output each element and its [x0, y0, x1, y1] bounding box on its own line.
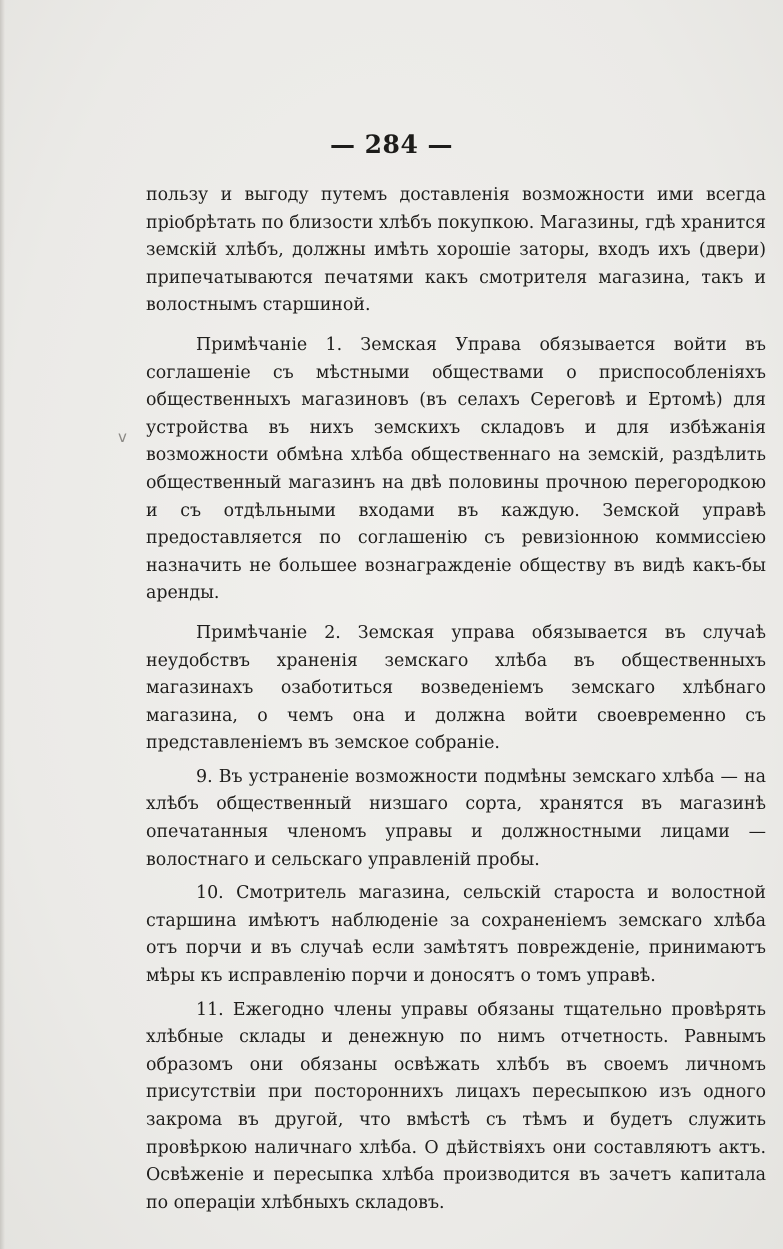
- page-edge-shadow: [0, 0, 5, 1249]
- paragraph-clause-10: 10. Смотритель магазина, сельскій староста и волостной старшина имѣютъ наблюденіе за сохраненіемъ земскаго хлѣба отъ порчи и въ случаѣ если замѣтятъ поврежденіе, принимаютъ мѣры къ исправленію порчи и доносятъ о томъ управѣ.: [146, 883, 766, 987]
- paragraph-clause-9: 9. Въ устраненіе возможности подмѣны земскаго хлѣба — на хлѣбъ общественный низшаго сорта, хранятся въ магазинѣ опечатанныя членомъ управы и должностными лицами — волостнаго и сельскаго управленій пробы.: [146, 766, 766, 870]
- paragraph-continuation: пользу и выгоду путемъ доставленія возможности ими всегда пріобрѣтать по близости хлѣбъ покупкою. Магазины, гдѣ хранится земскій хлѣбъ, должны имѣть хорошіе заторы, входъ ихъ (двери) припечатываются печатями какъ смотрителя магазина, такъ и волостнымъ старшиной.: [146, 185, 766, 316]
- page-body-text: [146, 182, 766, 1217]
- paragraph-clause-11: 11. Ежегодно члены управы обязаны тщательно провѣрять хлѣбные склады и денежную по нимъ отчетность. Равнымъ образомъ они обязаны освѣжать хлѣбъ въ своемъ личномъ присутствіи при постороннихъ лицахъ пересыпкою изъ одного закрома въ другой, что вмѣстѣ съ тѣмъ и будетъ служить провѣркою наличнаго хлѣба. О дѣйствіяхъ они составляютъ актъ. Освѣженіе и пересыпка хлѣба производится въ зачетъ капитала по операціи хлѣбныхъ складовъ.: [146, 999, 766, 1213]
- page-number: — 284 —: [329, 130, 454, 159]
- margin-pencil-mark: v: [118, 428, 127, 446]
- paragraph-note-2: Примѣчаніе 2. Земская управа обязывается въ случаѣ неудобствъ храненія земскаго хлѣба въ общественныхъ магазинахъ озаботиться возведеніемъ земскаго хлѣбнаго магазина, о чемъ она и должна войти своевременно съ представленіемъ въ земское собраніе.: [146, 622, 766, 754]
- paragraph-note-1: Примѣчаніе 1. Земская Управа обязывается войти въ соглашеніе съ мѣстными обществами о приспособленіяхъ общественныхъ магазиновъ (въ селахъ Сереговѣ и Ертомѣ) для устройства въ нихъ земскихъ складовъ и для избѣжанія возможности обмѣна хлѣба общественнаго на земскій, раздѣлить общественный магазинъ на двѣ половины прочною перегородкою и съ отдѣльными входами въ каждую. Земской управѣ предоставляется по соглашенію съ ревизіонною коммиссіею назначить не большее вознагражденіе обществу въ видѣ какъ-бы аренды.: [146, 334, 766, 604]
